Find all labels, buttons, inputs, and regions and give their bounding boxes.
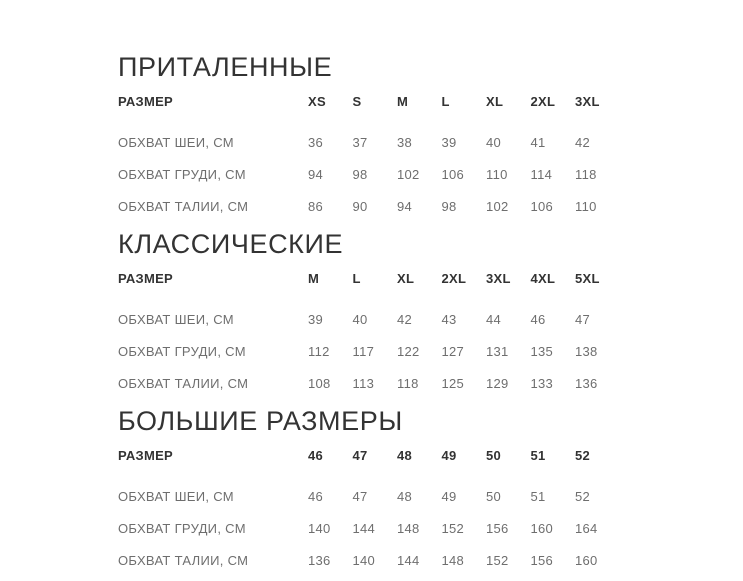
cell-value: 98 (441, 199, 457, 214)
cell-value: 152 (486, 553, 509, 568)
cell-value: 160 (530, 521, 554, 536)
size-col-header: L (352, 271, 361, 286)
size-header-label: РАЗМЕР (118, 94, 174, 109)
cell-value: 90 (352, 199, 368, 214)
cell-value: 118 (575, 167, 597, 182)
size-table (118, 272, 620, 391)
row-label: ОБХВАТ ТАЛИИ, СМ (118, 553, 249, 568)
cell-value: 40 (352, 312, 368, 327)
size-col-header: 51 (530, 448, 546, 463)
size-col-header: 3XL (575, 94, 600, 109)
size-col-header: XS (308, 94, 326, 109)
cell-value: 94 (397, 199, 413, 214)
cell-value: 127 (441, 344, 465, 359)
cell-value: 140 (308, 521, 331, 536)
table-row-neck (118, 136, 620, 168)
cell-value: 117 (352, 344, 375, 359)
size-col-header: M (397, 94, 409, 109)
section-title: КЛАССИЧЕСКИЕ (118, 229, 344, 259)
cell-value: 125 (441, 376, 465, 391)
size-header-label: РАЗМЕР (118, 448, 174, 463)
size-col-header: 2XL (441, 271, 467, 286)
cell-value: 140 (352, 553, 376, 568)
size-header-label: РАЗМЕР (118, 271, 174, 286)
row-label: ОБХВАТ ТАЛИИ, СМ (118, 376, 249, 391)
size-col-header: 48 (397, 448, 413, 463)
table-row-waist (118, 554, 620, 568)
cell-value: 46 (308, 489, 324, 504)
cell-value: 164 (575, 521, 598, 536)
row-label: ОБХВАТ ГРУДИ, СМ (118, 167, 246, 182)
size-col-header: S (352, 94, 362, 109)
cell-value: 40 (486, 135, 502, 150)
cell-value: 47 (575, 312, 591, 327)
cell-value: 138 (575, 344, 598, 359)
cell-value: 44 (486, 312, 502, 327)
cell-value: 114 (530, 167, 553, 182)
size-col-header: 5XL (575, 271, 600, 286)
size-col-header: 49 (441, 448, 457, 463)
table-row-chest (118, 345, 620, 377)
size-col-header: 3XL (486, 271, 511, 286)
cell-value: 102 (397, 167, 420, 182)
cell-value: 108 (308, 376, 331, 391)
size-col-header: 46 (308, 448, 324, 463)
table-row-chest (118, 522, 620, 554)
cell-value: 94 (308, 167, 324, 182)
cell-value: 152 (441, 521, 465, 536)
row-label: ОБХВАТ ГРУДИ, СМ (118, 344, 246, 359)
section-title: ПРИТАЛЕННЫЕ (118, 52, 333, 82)
cell-value: 136 (575, 376, 598, 391)
cell-value: 102 (486, 199, 509, 214)
cell-value: 49 (441, 489, 457, 504)
row-label: ОБХВАТ ТАЛИИ, СМ (118, 199, 249, 214)
size-table (118, 449, 620, 568)
cell-value: 122 (397, 344, 420, 359)
table-header-row (118, 95, 620, 136)
size-col-header: XL (397, 271, 415, 286)
size-col-header: 2XL (530, 94, 556, 109)
cell-value: 135 (530, 344, 554, 359)
cell-value: 38 (397, 135, 413, 150)
cell-value: 86 (308, 199, 324, 214)
table-row-waist (118, 377, 620, 391)
row-label: ОБХВАТ ГРУДИ, СМ (118, 521, 246, 536)
cell-value: 37 (352, 135, 368, 150)
row-label: ОБХВАТ ШЕИ, СМ (118, 489, 234, 504)
size-col-header: XL (486, 94, 504, 109)
cell-value: 133 (530, 376, 554, 391)
size-table (118, 95, 620, 214)
size-col-header: 52 (575, 448, 591, 463)
cell-value: 160 (575, 553, 598, 568)
cell-value: 52 (575, 489, 591, 504)
cell-value: 48 (397, 489, 413, 504)
table-row-neck (118, 490, 620, 522)
size-col-header: 4XL (530, 271, 556, 286)
cell-value: 118 (397, 376, 419, 391)
size-col-header: L (441, 94, 450, 109)
row-label: ОБХВАТ ШЕИ, СМ (118, 312, 234, 327)
cell-value: 113 (352, 376, 375, 391)
section-classic (118, 230, 743, 391)
row-label: ОБХВАТ ШЕИ, СМ (118, 135, 234, 150)
size-col-header: 50 (486, 448, 502, 463)
cell-value: 51 (530, 489, 546, 504)
cell-value: 110 (486, 167, 508, 182)
cell-value: 136 (308, 553, 331, 568)
cell-value: 46 (530, 312, 546, 327)
size-col-header: M (308, 271, 320, 286)
cell-value: 41 (530, 135, 546, 150)
table-header-row (118, 272, 620, 313)
section-plus-sizes (118, 407, 743, 568)
cell-value: 129 (486, 376, 509, 391)
cell-value: 144 (397, 553, 420, 568)
cell-value: 112 (308, 344, 330, 359)
cell-value: 106 (530, 199, 554, 214)
section-title: БОЛЬШИЕ РАЗМЕРЫ (118, 406, 403, 436)
cell-value: 98 (352, 167, 368, 182)
cell-value: 156 (486, 521, 509, 536)
cell-value: 110 (575, 199, 597, 214)
size-col-header: 47 (352, 448, 368, 463)
cell-value: 131 (486, 344, 509, 359)
cell-value: 148 (397, 521, 420, 536)
cell-value: 156 (530, 553, 554, 568)
table-row-waist (118, 200, 620, 214)
cell-value: 144 (352, 521, 376, 536)
cell-value: 43 (441, 312, 457, 327)
section-fitted (118, 53, 743, 214)
cell-value: 50 (486, 489, 502, 504)
cell-value: 39 (441, 135, 457, 150)
cell-value: 42 (575, 135, 591, 150)
cell-value: 47 (352, 489, 368, 504)
cell-value: 148 (441, 553, 465, 568)
table-header-row (118, 449, 620, 490)
cell-value: 39 (308, 312, 324, 327)
cell-value: 42 (397, 312, 413, 327)
cell-value: 106 (441, 167, 465, 182)
table-row-neck (118, 313, 620, 345)
cell-value: 36 (308, 135, 324, 150)
table-row-chest (118, 168, 620, 200)
